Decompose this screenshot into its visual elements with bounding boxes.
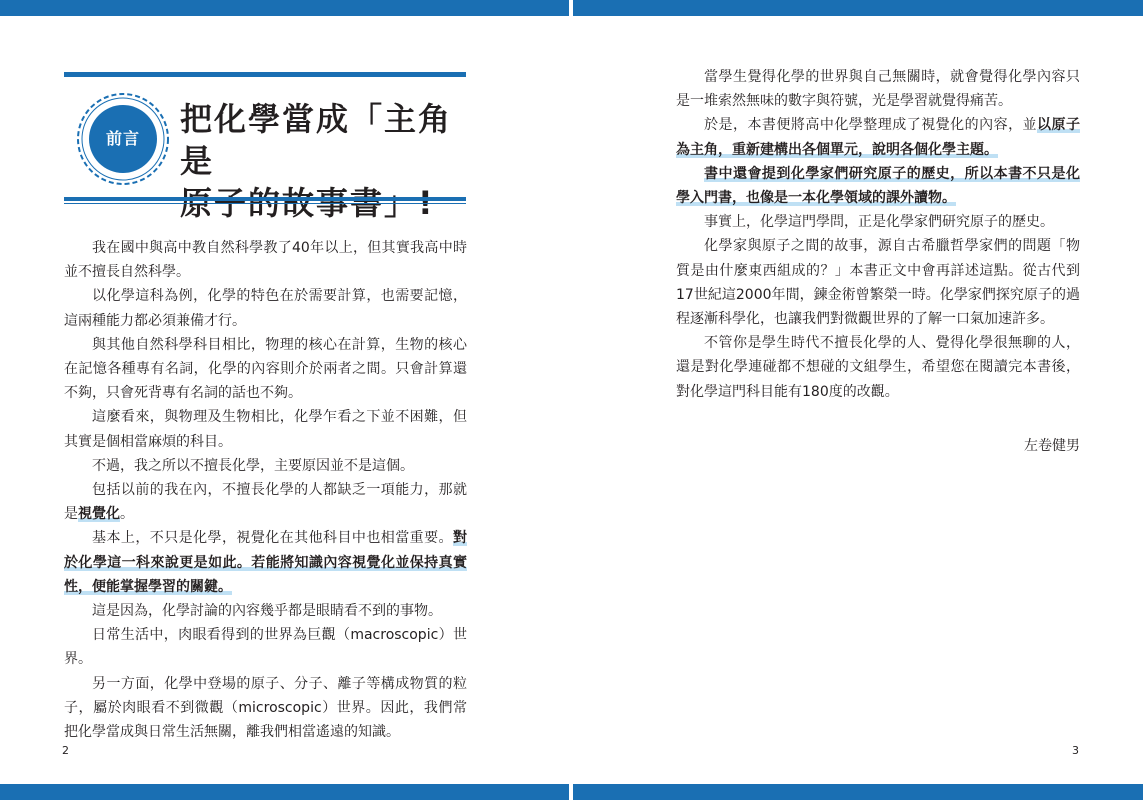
paragraph: [64, 284, 467, 332]
text-run: 基本上，不只是化學，視覺化在其他科目中也相當重要。: [92, 530, 453, 547]
highlighted-text: 對於化學這一科來說更是如此。若能將知識內容視覺化並保持真實性，便能掌握學習的關鍵。: [64, 530, 467, 595]
page-gutter-top: [569, 0, 573, 16]
paragraph: [676, 162, 1080, 210]
page-gutter-bottom: [569, 784, 573, 800]
paragraph: [64, 478, 467, 526]
text-run: 化學家與原子之間的故事，源自古希臘哲學家們的問題「物質是由什麼東西組成的？」本書正文中會再詳述這點。從古代到17世紀這2000年間，鍊金術曾繁榮一時。化學家們探究原子的過程逐漸科學化，也讓我們對微觀世界的了解一口氣加速許多。: [676, 238, 1080, 328]
highlighted-text: 以原子為主角，重新建構出各個單元，說明各個化學主題。: [676, 117, 1081, 158]
page-number-left: 2: [62, 744, 69, 757]
paragraph: [64, 623, 467, 671]
text-run: 事實上，化學這門學問，正是化學家們研究原子的歷史。: [704, 214, 1054, 231]
chapter-title-line-1: 把化學當成「主角是: [180, 100, 453, 180]
paragraph: [64, 526, 467, 599]
author-signature: 左卷健男: [1024, 438, 1080, 454]
preface-badge-label: 前言: [105, 129, 140, 148]
paragraph: [64, 672, 467, 745]
text-run: 日常生活中，肉眼看得到的世界為巨觀（macroscopic）世界。: [64, 627, 467, 668]
text-run: 不管你是學生時代不擅長化學的人、覺得化學很無聊的人，還是對化學連碰都不想碰的文組學生，希望您在閱讀完本書後，對化學這門科目能有180度的改觀。: [676, 335, 1080, 400]
text-run: 以化學這科為例，化學的特色在於需要計算，也需要記憶，這兩種能力都必須兼備才行。: [64, 288, 467, 329]
chapter-title: [180, 98, 480, 224]
text-run: 與其他自然科學科目相比，物理的核心在計算，生物的核心在記憶各種專有名詞，化學的內容則介於兩者之間。只會計算還不夠，只會死背專有名詞的話也不夠。: [64, 336, 467, 402]
text-run: 另一方面，化學中登場的原子、分子、離子等構成物質的粒子，屬於肉眼看不到微觀（microscopic）世界。因此，我們常把化學當成與日常生活無關，離我們相當遙遠的知識。: [64, 675, 467, 741]
text-run: 。: [120, 506, 134, 523]
text-run: 我在國中與高中教自然科學教了40年以上，但其實我高中時並不擅長自然科學。: [64, 240, 467, 281]
text-run: 當學生覺得化學的世界與自己無關時，就會覺得化學內容只是一堆索然無味的數字與符號，光是學習就覺得痛苦。: [676, 69, 1080, 110]
text-run: 包括以前的我在內，不擅長化學的人都缺乏一項能力，那就是: [64, 482, 467, 523]
left-page-body: [64, 236, 467, 744]
paragraph: [64, 454, 467, 478]
paragraph: [676, 234, 1080, 331]
text-run: 這是因為，化學討論的內容幾乎都是眼睛看不到的事物。: [92, 603, 442, 620]
title-rule-bottom: [64, 197, 466, 204]
paragraph: [64, 405, 467, 453]
paragraph: [676, 331, 1080, 404]
text-run: 不過，我之所以不擅長化學，主要原因並不是這個。: [92, 457, 414, 474]
paragraph: [676, 210, 1080, 234]
paragraph: [676, 65, 1080, 113]
page-number-right: 3: [1072, 744, 1079, 757]
paragraph: [64, 236, 467, 284]
text-run: 這麼看來，與物理及生物相比，化學乍看之下並不困難，但其實是個相當麻煩的科目。: [64, 409, 467, 450]
highlighted-text: 視覺化: [78, 506, 120, 523]
text-run: 於是，本書便將高中化學整理成了視覺化的內容，並: [704, 117, 1038, 134]
paragraph: [676, 113, 1080, 161]
title-rule-top: [64, 70, 466, 77]
right-page-body: [676, 65, 1080, 404]
highlighted-text: 書中還會提到化學家們研究原子的歷史，所以本書不只是化學入門書，也像是一本化學領域的課外讀物。: [676, 165, 1080, 207]
paragraph: [64, 333, 467, 406]
paragraph: [64, 599, 467, 623]
